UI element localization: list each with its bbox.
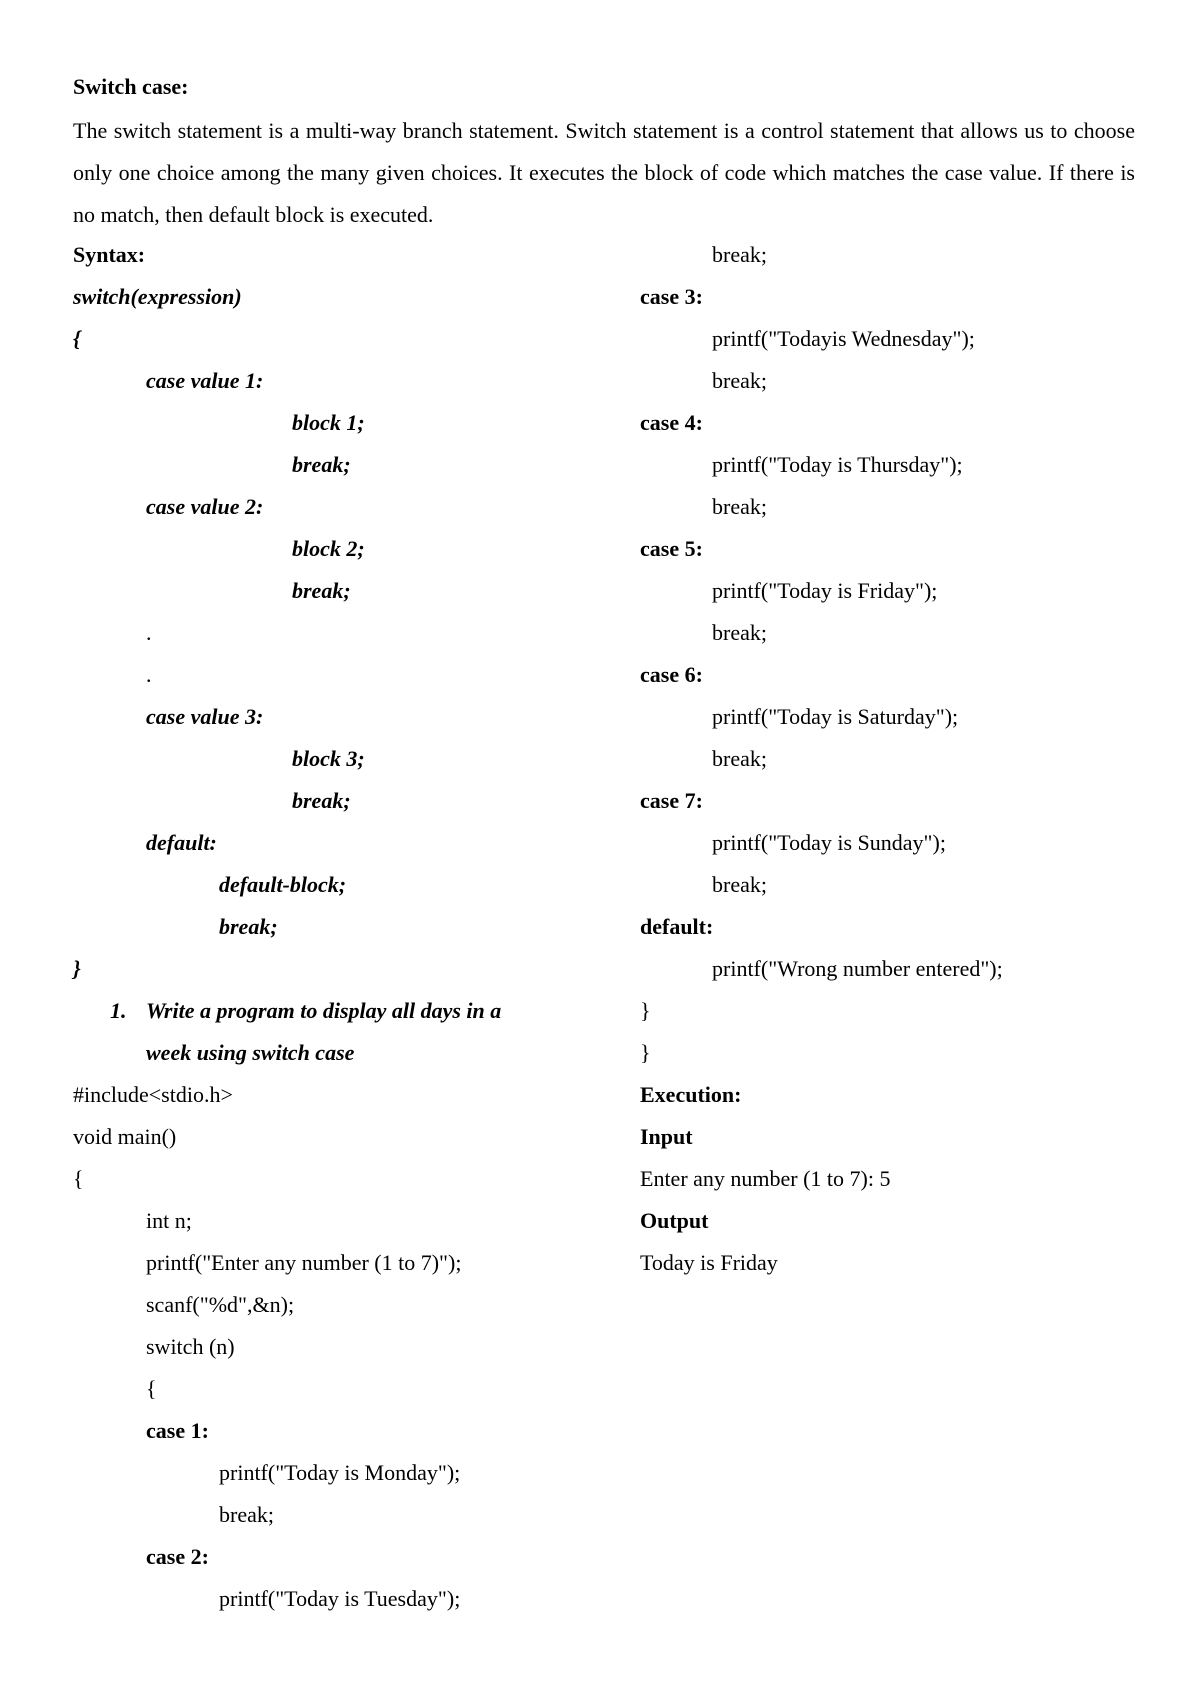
- syntax-break-2: break;: [292, 578, 351, 603]
- code-case-7-break: break;: [712, 872, 767, 897]
- syntax-case-3: case value 3:: [146, 704, 264, 729]
- output-label: Output: [640, 1208, 709, 1233]
- code-main: void main(): [73, 1124, 177, 1149]
- code-switch: switch (n): [146, 1334, 235, 1359]
- code-open-brace: {: [73, 1166, 84, 1191]
- syntax-default-break: break;: [219, 914, 278, 939]
- code-case-6: case 6:: [640, 662, 703, 687]
- syntax-block-2: block 2;: [292, 536, 365, 561]
- code-switch-open: {: [146, 1376, 157, 1401]
- section-heading: Switch case:: [73, 74, 189, 99]
- code-printf-prompt: printf("Enter any number (1 to 7)");: [146, 1250, 462, 1275]
- code-default: default:: [640, 914, 714, 939]
- code-case-5-break: break;: [712, 620, 767, 645]
- code-include: #include<stdio.h>: [73, 1082, 233, 1107]
- syntax-ellipsis-dot: .: [146, 662, 152, 687]
- code-case-1: case 1:: [146, 1418, 209, 1443]
- syntax-block-1: block 1;: [292, 410, 365, 435]
- syntax-ellipsis-dot: .: [146, 620, 152, 645]
- syntax-case-2: case value 2:: [146, 494, 264, 519]
- syntax-break-1: break;: [292, 452, 351, 477]
- code-case-7-printf: printf("Today is Sunday");: [712, 830, 946, 855]
- syntax-switch-line: switch(expression): [73, 284, 242, 309]
- syntax-label: Syntax:: [73, 242, 146, 267]
- syntax-default: default:: [146, 830, 217, 855]
- code-case-2-printf: printf("Today is Tuesday");: [219, 1586, 461, 1611]
- output-value: Today is Friday: [640, 1250, 778, 1275]
- syntax-close-brace: }: [73, 956, 81, 981]
- code-case-1-break: break;: [219, 1502, 274, 1527]
- code-case-3-printf: printf("Todayis Wednesday");: [712, 326, 975, 351]
- code-case-1-printf: printf("Today is Monday");: [219, 1460, 461, 1485]
- syntax-default-block: default-block;: [219, 872, 347, 897]
- code-case-3-break: break;: [712, 368, 767, 393]
- code-close-brace-switch: }: [640, 998, 651, 1023]
- code-default-printf: printf("Wrong number entered");: [712, 956, 1003, 981]
- code-case-4: case 4:: [640, 410, 703, 435]
- code-case-6-break: break;: [712, 746, 767, 771]
- intro-paragraph: The switch statement is a multi-way branch statement. Switch statement is a control statement that allows us to choose only one choice among the many given choices. It executes the block of code which matches the case value. If there is no match, then default block is executed.: [73, 118, 1135, 227]
- code-int-n: int n;: [146, 1208, 192, 1233]
- code-close-brace-main: }: [640, 1040, 651, 1065]
- execution-label: Execution:: [640, 1082, 742, 1107]
- syntax-open-brace: {: [73, 326, 81, 351]
- input-value: Enter any number (1 to 7): 5: [640, 1166, 891, 1191]
- code-case-3: case 3:: [640, 284, 703, 309]
- input-label: Input: [640, 1124, 693, 1149]
- code-case-5-printf: printf("Today is Friday");: [712, 578, 938, 603]
- code-case-2: case 2:: [146, 1544, 209, 1569]
- syntax-block-3: block 3;: [292, 746, 365, 771]
- code-case-5: case 5:: [640, 536, 703, 561]
- code-case-2-break: break;: [712, 242, 767, 267]
- syntax-break-3: break;: [292, 788, 351, 813]
- code-case-4-printf: printf("Today is Thursday");: [712, 452, 963, 477]
- code-case-6-printf: printf("Today is Saturday");: [712, 704, 959, 729]
- syntax-case-1: case value 1:: [146, 368, 264, 393]
- code-scanf: scanf("%d",&n);: [146, 1292, 295, 1317]
- code-case-7: case 7:: [640, 788, 703, 813]
- question-line-2: week using switch case: [146, 1040, 355, 1065]
- question-number: 1.: [110, 998, 127, 1023]
- code-case-4-break: break;: [712, 494, 767, 519]
- question-line-1: Write a program to display all days in a: [146, 998, 502, 1023]
- right-column: [620, 0, 1200, 1696]
